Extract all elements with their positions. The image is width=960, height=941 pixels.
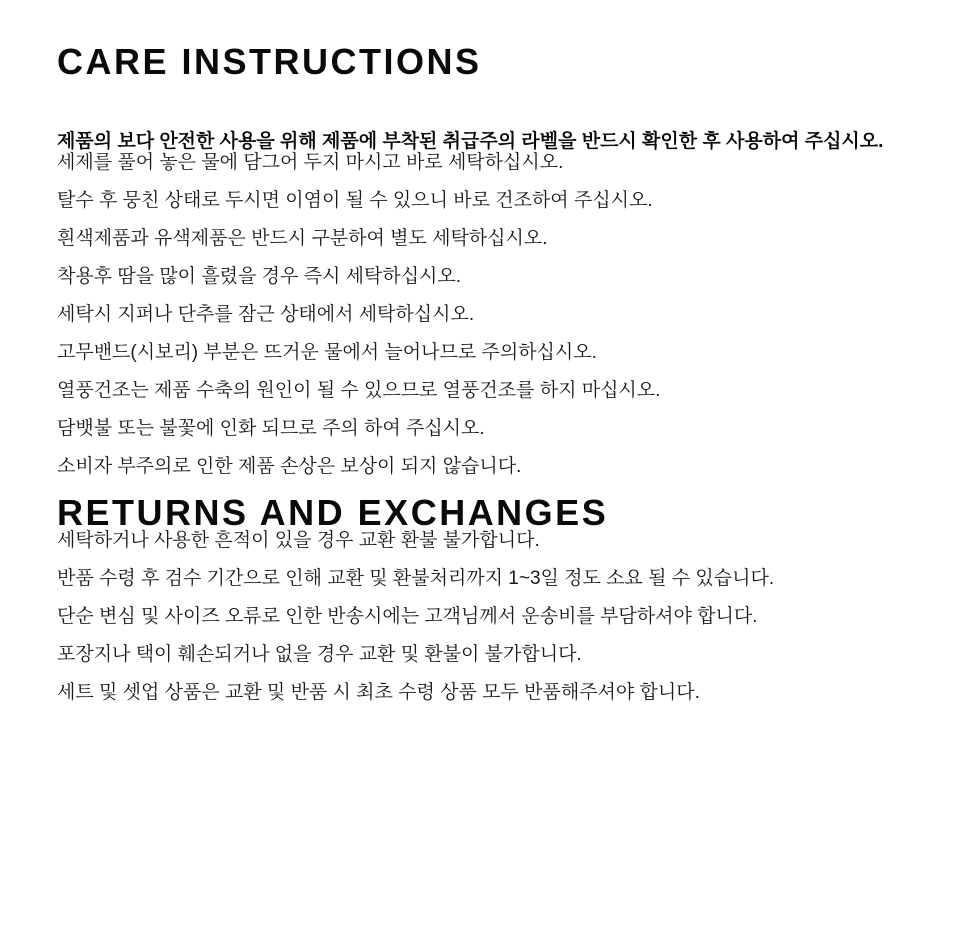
care-intro-notice: 제품의 보다 안전한 사용을 위해 제품에 부착된 취급주의 라벨을 반드시 확인한 후 사용하여 주십시오. [57, 131, 884, 152]
care-instruction-line: 세탁시 지퍼나 단추를 잠근 상태에서 세탁하십시오. [57, 304, 475, 325]
returns-policy-line: 단순 변심 및 사이즈 오류로 인한 반송시에는 고객님께서 운송비를 부담하셔야 합니다. [57, 606, 758, 627]
returns-policy-line: 반품 수령 후 검수 기간으로 인해 교환 및 환불처리까지 1~3일 정도 소요 될 수 있습니다. [57, 568, 775, 589]
care-instruction-line: 세제를 풀어 놓은 물에 담그어 두지 마시고 바로 세탁하십시오. [57, 152, 564, 173]
care-instruction-line: 소비자 부주의로 인한 제품 손상은 보상이 되지 않습니다. [57, 456, 522, 477]
care-instructions-list [57, 153, 910, 477]
returns-policy-line: 세트 및 셋업 상품은 교환 및 반품 시 최초 수령 상품 모두 반품해주셔야 합니다. [57, 682, 700, 703]
care-instruction-line: 착용후 땀을 많이 흘렸을 경우 즉시 세탁하십시오. [57, 266, 462, 287]
returns-exchanges-section [57, 492, 910, 703]
returns-exchanges-title: RETURNS AND EXCHANGES [57, 492, 609, 533]
care-instructions-title: CARE INSTRUCTIONS [57, 41, 482, 82]
returns-policy-line: 세탁하거나 사용한 흔적이 있을 경우 교환 환불 불가합니다. [57, 530, 540, 551]
care-instruction-line: 담뱃불 또는 불꽃에 인화 되므로 주의 하여 주십시오. [57, 418, 485, 439]
care-instructions-section [57, 41, 910, 477]
returns-policy-list [57, 531, 910, 703]
care-instruction-line: 탈수 후 뭉친 상태로 두시면 이염이 될 수 있으니 바로 건조하여 주십시오. [57, 190, 653, 211]
care-instruction-line: 흰색제품과 유색제품은 반드시 구분하여 별도 세탁하십시오. [57, 228, 548, 249]
care-instruction-line: 열풍건조는 제품 수축의 원인이 될 수 있으므로 열풍건조를 하지 마십시오. [57, 380, 661, 401]
returns-policy-line: 포장지나 택이 훼손되거나 없을 경우 교환 및 환불이 불가합니다. [57, 644, 582, 665]
care-instruction-line: 고무밴드(시보리) 부분은 뜨거운 물에서 늘어나므로 주의하십시오. [57, 342, 597, 363]
